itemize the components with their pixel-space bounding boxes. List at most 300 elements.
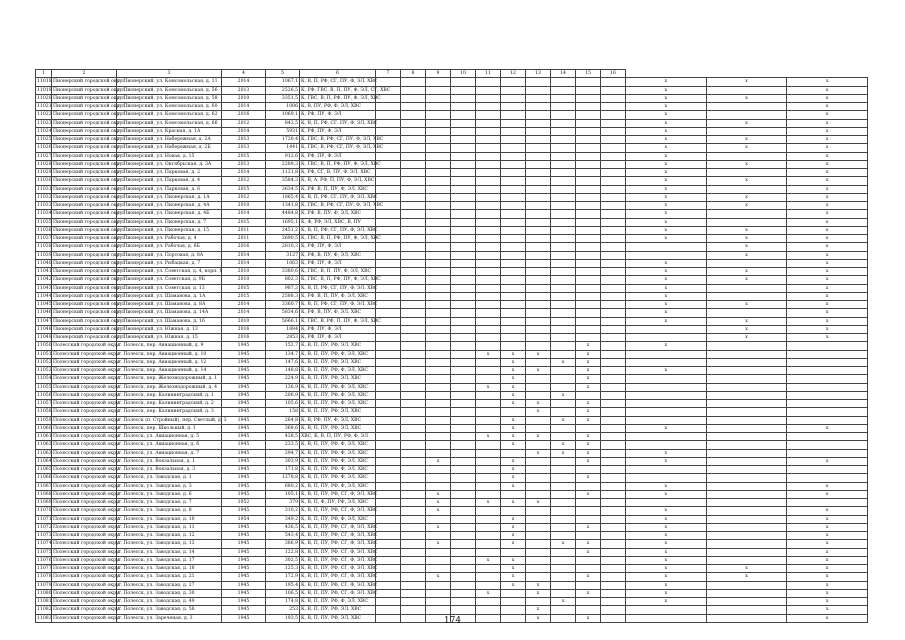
mark-cell: x bbox=[787, 284, 868, 292]
district-cell: Пионерский городской округ bbox=[53, 161, 125, 167]
work-types-cell: К, В, П, ПУ, РФ, ЭЛ, ХВС bbox=[300, 606, 376, 614]
mark-cell bbox=[451, 160, 476, 168]
mark-cell bbox=[501, 185, 526, 193]
mark-cell: x bbox=[787, 94, 868, 102]
district-cell: Полесский городской округ bbox=[53, 343, 122, 349]
mark-cell: x bbox=[626, 367, 707, 375]
address-cell: г. Полесск, пер. Железнодорожный, д. 4 bbox=[117, 383, 222, 391]
area-cell: 2451,2 bbox=[266, 226, 300, 234]
mark-cell bbox=[526, 565, 551, 573]
row-number-cell: 11053 bbox=[37, 368, 52, 374]
mark-cell bbox=[451, 375, 476, 383]
mark-cell bbox=[787, 375, 868, 383]
mark-cell bbox=[706, 449, 787, 457]
area-cell: 5666,1 bbox=[266, 317, 300, 325]
mark-cell bbox=[476, 235, 501, 243]
mark-cell bbox=[476, 342, 501, 350]
mark-cell bbox=[576, 111, 601, 119]
mark-cell bbox=[476, 152, 501, 160]
mark-cell bbox=[526, 226, 551, 234]
mark-cell bbox=[601, 251, 626, 259]
district-cell: Полесский городской округ bbox=[53, 541, 122, 547]
empty-cell bbox=[401, 507, 426, 515]
mark-cell bbox=[551, 367, 576, 375]
mark-cell bbox=[501, 226, 526, 234]
mark-cell bbox=[526, 515, 551, 523]
mark-cell: x bbox=[706, 276, 787, 284]
mark-cell bbox=[706, 433, 787, 441]
mark-cell bbox=[601, 532, 626, 540]
mark-cell bbox=[476, 507, 501, 515]
address-cell: г. Полесск, ул. Заводская, д. 21 bbox=[117, 573, 222, 581]
area-cell: 912,6 bbox=[266, 152, 300, 160]
mark-cell bbox=[601, 177, 626, 185]
mark-cell bbox=[626, 466, 707, 474]
mark-cell: x bbox=[626, 127, 707, 135]
mark-cell: x bbox=[626, 226, 707, 234]
row-number-cell: 11041 bbox=[37, 269, 52, 275]
empty-cell bbox=[376, 350, 401, 358]
mark-cell bbox=[551, 111, 576, 119]
year-cell: 2013 bbox=[222, 144, 266, 152]
mark-cell: x bbox=[426, 523, 451, 531]
mark-cell bbox=[706, 292, 787, 300]
mark-cell bbox=[576, 499, 601, 507]
area-cell: 310,2 bbox=[266, 507, 300, 515]
mark-cell: x bbox=[576, 367, 601, 375]
district-cell: Пионерский городской округ bbox=[53, 285, 125, 291]
empty-cell bbox=[401, 556, 426, 564]
table-row bbox=[36, 375, 868, 383]
mark-cell bbox=[626, 499, 707, 507]
mark-cell: x bbox=[787, 259, 868, 267]
mark-cell bbox=[476, 474, 501, 482]
row-number-cell: 11070 bbox=[37, 508, 52, 514]
address-cell: г. Пионерский, ул. Шаманова, д. 14А bbox=[117, 309, 222, 317]
row-number-cell: 11044 bbox=[37, 293, 52, 299]
mark-cell bbox=[576, 532, 601, 540]
mark-cell bbox=[526, 202, 551, 210]
empty-cell bbox=[401, 548, 426, 556]
mark-cell bbox=[787, 383, 868, 391]
mark-cell bbox=[426, 202, 451, 210]
work-types-cell: К, РФ, В, П, ПУ, Ф, ЭЛ, ХВС bbox=[300, 292, 376, 300]
mark-cell: x bbox=[626, 160, 707, 168]
empty-cell bbox=[401, 144, 426, 152]
row-number-cell: 11078 bbox=[37, 574, 52, 580]
mark-cell: x bbox=[626, 490, 707, 498]
empty-cell bbox=[376, 259, 401, 267]
district-cell: Пионерский городской округ bbox=[53, 302, 125, 308]
mark-cell: x bbox=[626, 169, 707, 177]
work-types-cell: К, В, П, РФ, СГ, ПУ, Ф, ЭЛ, ХВС bbox=[301, 194, 378, 200]
year-cell: 1945 bbox=[222, 556, 266, 564]
housing-register-table bbox=[35, 69, 868, 623]
district-cell: Пионерский городской округ bbox=[53, 153, 125, 159]
year-cell: 1945 bbox=[222, 548, 266, 556]
address-cell: г. Пионерский, ул. Портовая, д. 8А bbox=[117, 251, 222, 259]
mark-cell bbox=[501, 342, 526, 350]
area-cell: 206,9 bbox=[266, 391, 300, 399]
empty-cell bbox=[401, 457, 426, 465]
mark-cell bbox=[476, 218, 501, 226]
mark-cell bbox=[576, 243, 601, 251]
mark-cell bbox=[626, 408, 707, 416]
district-cell: Полесский городской округ bbox=[53, 491, 122, 497]
area-cell: 171,8 bbox=[266, 466, 300, 474]
mark-cell bbox=[526, 466, 551, 474]
mark-cell bbox=[476, 565, 501, 573]
mark-cell bbox=[501, 548, 526, 556]
mark-cell bbox=[476, 523, 501, 531]
mark-cell bbox=[451, 457, 476, 465]
empty-cell bbox=[376, 375, 401, 383]
table-row bbox=[36, 202, 868, 210]
mark-cell: x bbox=[626, 136, 707, 144]
table-row bbox=[36, 408, 868, 416]
mark-cell bbox=[476, 210, 501, 218]
mark-cell: x bbox=[787, 325, 868, 333]
mark-cell: x bbox=[787, 243, 868, 251]
row-number-cell: 11036 bbox=[37, 227, 52, 233]
table-row bbox=[36, 589, 868, 597]
mark-cell bbox=[451, 276, 476, 284]
empty-cell bbox=[401, 226, 426, 234]
empty-cell bbox=[401, 474, 426, 482]
mark-cell bbox=[787, 449, 868, 457]
table-row bbox=[36, 424, 868, 432]
mark-cell bbox=[476, 268, 501, 276]
address-cell: г. Пионерский, ул. Набережная, д. 2А bbox=[117, 136, 222, 144]
mark-cell: x bbox=[576, 358, 601, 366]
mark-cell bbox=[526, 342, 551, 350]
district-cell: Пионерский городской округ bbox=[53, 194, 125, 200]
mark-cell bbox=[551, 433, 576, 441]
mark-cell: x bbox=[787, 490, 868, 498]
mark-cell bbox=[706, 540, 787, 548]
mark-cell bbox=[501, 309, 526, 317]
mark-cell bbox=[626, 433, 707, 441]
year-cell: 1945 bbox=[222, 441, 266, 449]
mark-cell bbox=[451, 251, 476, 259]
mark-cell bbox=[601, 152, 626, 160]
empty-cell bbox=[401, 589, 426, 597]
table-row bbox=[36, 259, 868, 267]
district-cell: Полесский городской округ bbox=[53, 615, 122, 621]
mark-cell bbox=[551, 235, 576, 243]
table-row bbox=[36, 169, 868, 177]
mark-cell: x bbox=[476, 589, 501, 597]
mark-cell bbox=[451, 507, 476, 515]
mark-cell bbox=[476, 78, 501, 86]
work-types-cell: К, В, ПУ, РФ, Ф, ЭЛ, ХВС bbox=[300, 103, 376, 111]
mark-cell: x bbox=[626, 152, 707, 160]
work-types-cell: К, РФ, В, ПУ, Ф, ЭЛ, ХВС bbox=[300, 309, 376, 317]
district-cell: Полесский городской округ bbox=[53, 368, 122, 374]
mark-cell bbox=[426, 251, 451, 259]
mark-cell bbox=[426, 169, 451, 177]
empty-cell bbox=[376, 169, 401, 177]
area-cell: 802,3 bbox=[266, 276, 300, 284]
row-number-cell: 11081 bbox=[37, 599, 52, 605]
mark-cell bbox=[501, 598, 526, 606]
mark-cell bbox=[601, 218, 626, 226]
mark-cell bbox=[476, 284, 501, 292]
mark-cell: x bbox=[576, 342, 601, 350]
mark-cell bbox=[551, 606, 576, 614]
mark-cell bbox=[706, 210, 787, 218]
year-cell: 1945 bbox=[222, 540, 266, 548]
area-cell: 1278,8 bbox=[266, 474, 300, 482]
mark-cell bbox=[501, 127, 526, 135]
mark-cell bbox=[476, 119, 501, 127]
address-cell: г. Полесск, ул. Вокзальная, д. 3 bbox=[117, 466, 222, 474]
empty-cell bbox=[401, 606, 426, 614]
mark-cell: x bbox=[576, 416, 601, 424]
table-row bbox=[36, 383, 868, 391]
mark-cell bbox=[451, 383, 476, 391]
area-cell: 5931 bbox=[266, 127, 300, 135]
mark-cell bbox=[451, 202, 476, 210]
area-cell: 438,5 bbox=[266, 433, 300, 441]
mark-cell bbox=[706, 556, 787, 564]
table-row bbox=[36, 193, 868, 201]
mark-cell bbox=[426, 218, 451, 226]
mark-cell bbox=[576, 565, 601, 573]
mark-cell: x bbox=[501, 515, 526, 523]
empty-cell bbox=[376, 226, 401, 234]
district-cell: Полесский городской округ bbox=[53, 549, 122, 555]
area-cell: 349,2 bbox=[266, 515, 300, 523]
mark-cell: x bbox=[626, 193, 707, 201]
work-types-cell: К, В, П, ПУ, РФ, СГ, Ф, ЭЛ, ХВС bbox=[301, 590, 378, 596]
address-cell: г. Полесск, ул. Заводская, д. 12 bbox=[117, 532, 222, 540]
empty-cell bbox=[376, 243, 401, 251]
mark-cell bbox=[526, 185, 551, 193]
address-cell: г. Полесск, ул. Заводская, д. 11 bbox=[117, 523, 222, 531]
mark-cell bbox=[706, 523, 787, 531]
mark-cell bbox=[451, 474, 476, 482]
mark-cell bbox=[706, 358, 787, 366]
mark-cell: x bbox=[626, 424, 707, 432]
address-cell: г. Пионерский, ул. Советская, д. 4, корп. 1 bbox=[118, 269, 223, 275]
area-cell: 2588,3 bbox=[266, 292, 300, 300]
district-cell: Пионерский городской округ bbox=[53, 145, 125, 151]
address-cell: г. Полесск, пер. Железнодорожный, д. 1 bbox=[117, 375, 222, 383]
mark-cell: x bbox=[426, 540, 451, 548]
mark-cell: x bbox=[787, 111, 868, 119]
mark-cell bbox=[551, 301, 576, 309]
mark-cell bbox=[526, 127, 551, 135]
work-types-cell: К, В, П, ПУ, РФ, ЭЛ, ХВС bbox=[300, 408, 376, 416]
mark-cell bbox=[501, 317, 526, 325]
mark-cell bbox=[451, 218, 476, 226]
mark-cell bbox=[451, 243, 476, 251]
row-number-cell: 11073 bbox=[37, 533, 52, 539]
area-cell: 1006 bbox=[266, 103, 300, 111]
mark-cell bbox=[551, 160, 576, 168]
mark-cell bbox=[626, 358, 707, 366]
mark-cell: x bbox=[787, 210, 868, 218]
work-types-cell: К, В, П, ПУ, РФ, ЭЛ, ХВС bbox=[300, 614, 376, 622]
row-number-cell: 11018 bbox=[37, 79, 52, 85]
mark-cell bbox=[601, 210, 626, 218]
mark-cell: x bbox=[787, 218, 868, 226]
empty-cell bbox=[376, 474, 401, 482]
district-cell: Полесский городской округ bbox=[53, 557, 122, 563]
year-cell: 1945 bbox=[222, 391, 266, 399]
mark-cell bbox=[526, 243, 551, 251]
mark-cell: x bbox=[787, 334, 868, 342]
mark-cell bbox=[426, 556, 451, 564]
mark-cell: x bbox=[787, 598, 868, 606]
mark-cell bbox=[551, 556, 576, 564]
mark-cell: x bbox=[576, 490, 601, 498]
year-cell: 2014 bbox=[222, 301, 266, 309]
table-row bbox=[36, 136, 868, 144]
mark-cell bbox=[551, 94, 576, 102]
table-row bbox=[36, 433, 868, 441]
empty-cell bbox=[401, 152, 426, 160]
year-cell: 2016 bbox=[222, 111, 266, 119]
address-cell: г. Полесск, ул. Заводская, д. 3 bbox=[117, 482, 222, 490]
mark-cell bbox=[426, 532, 451, 540]
mark-cell bbox=[426, 86, 451, 94]
mark-cell bbox=[476, 292, 501, 300]
mark-cell bbox=[706, 499, 787, 507]
mark-cell: x bbox=[787, 581, 868, 589]
district-cell: Пионерский городской округ bbox=[53, 211, 125, 217]
mark-cell bbox=[706, 309, 787, 317]
mark-cell bbox=[787, 499, 868, 507]
mark-cell: x bbox=[501, 375, 526, 383]
mark-cell bbox=[451, 499, 476, 507]
mark-cell bbox=[426, 408, 451, 416]
address-cell: г. Пионерский, ул. Пионерская, д. 4Б bbox=[117, 210, 222, 218]
address-cell: г. Полесск, ул. Заводская, д. 58 bbox=[117, 606, 222, 614]
district-cell: Пионерский городской округ bbox=[53, 112, 125, 118]
mark-cell bbox=[526, 457, 551, 465]
mark-cell bbox=[451, 325, 476, 333]
year-cell: 2015 bbox=[222, 185, 266, 193]
district-cell: Полесский городской округ bbox=[53, 425, 122, 431]
mark-cell bbox=[526, 144, 551, 152]
mark-cell bbox=[601, 292, 626, 300]
address-cell: г. Полесск, ул. Заводская, д. 30 bbox=[117, 589, 222, 597]
address-cell: г. Пионерский, ул. Парковая, д. 4 bbox=[117, 177, 222, 185]
mark-cell: x bbox=[626, 94, 707, 102]
mark-cell bbox=[601, 523, 626, 531]
area-cell: 1730,4 bbox=[266, 136, 300, 144]
mark-cell: x bbox=[576, 573, 601, 581]
mark-cell bbox=[451, 408, 476, 416]
mark-cell: x bbox=[576, 383, 601, 391]
table-row bbox=[36, 358, 868, 366]
mark-cell bbox=[476, 136, 501, 144]
mark-cell bbox=[576, 515, 601, 523]
empty-cell bbox=[401, 103, 426, 111]
area-cell: 264,8 bbox=[266, 416, 300, 424]
mark-cell bbox=[601, 350, 626, 358]
mark-cell: x bbox=[626, 78, 707, 86]
mark-cell bbox=[551, 202, 576, 210]
mark-cell bbox=[551, 119, 576, 127]
mark-cell bbox=[476, 424, 501, 432]
empty-cell bbox=[376, 515, 401, 523]
mark-cell bbox=[476, 540, 501, 548]
mark-cell: x bbox=[501, 581, 526, 589]
mark-cell bbox=[626, 391, 707, 399]
mark-cell bbox=[706, 284, 787, 292]
row-number-cell: 11067 bbox=[37, 483, 52, 489]
work-types-cell: К, В, П, ПУ, РФ, СГ, Ф, ЭЛ, ХВС bbox=[301, 533, 378, 539]
empty-cell bbox=[401, 292, 426, 300]
mark-cell bbox=[526, 251, 551, 259]
mark-cell bbox=[476, 391, 501, 399]
empty-cell bbox=[376, 606, 401, 614]
mark-cell: x bbox=[626, 276, 707, 284]
mark-cell bbox=[451, 169, 476, 177]
area-cell: 5834,6 bbox=[266, 309, 300, 317]
empty-cell bbox=[401, 202, 426, 210]
mark-cell: x bbox=[501, 474, 526, 482]
mark-cell bbox=[451, 127, 476, 135]
mark-cell: x bbox=[787, 515, 868, 523]
empty-cell bbox=[376, 78, 401, 86]
mark-cell bbox=[426, 383, 451, 391]
mark-cell bbox=[501, 490, 526, 498]
mark-cell bbox=[501, 235, 526, 243]
address-cell: г. Пионерский, ул. Комсомольская, д. 58 bbox=[117, 94, 222, 102]
mark-cell bbox=[501, 169, 526, 177]
address-cell: г. Полесск, ул. Заводская, д. 18 bbox=[117, 565, 222, 573]
mark-cell: x bbox=[626, 457, 707, 465]
district-cell: Полесский городской округ bbox=[53, 359, 122, 365]
table-row bbox=[36, 507, 868, 515]
mark-cell bbox=[476, 226, 501, 234]
area-cell: 125,3 bbox=[266, 565, 300, 573]
mark-cell bbox=[451, 367, 476, 375]
empty-cell bbox=[376, 177, 401, 185]
mark-cell bbox=[787, 391, 868, 399]
mark-cell bbox=[601, 103, 626, 111]
mark-cell bbox=[551, 573, 576, 581]
empty-cell bbox=[401, 276, 426, 284]
mark-cell: x bbox=[626, 515, 707, 523]
empty-cell bbox=[401, 185, 426, 193]
table-row bbox=[36, 606, 868, 614]
area-cell: 1341,8 bbox=[266, 202, 300, 210]
area-cell: 1441 bbox=[266, 144, 300, 152]
mark-cell: x bbox=[706, 136, 787, 144]
row-number-cell: 11019 bbox=[37, 87, 52, 93]
mark-cell bbox=[551, 581, 576, 589]
row-number-cell: 11021 bbox=[37, 104, 52, 110]
district-cell: Пионерский городской округ bbox=[53, 310, 125, 316]
district-cell: Полесский городской округ bbox=[53, 409, 122, 415]
mark-cell: x bbox=[501, 565, 526, 573]
area-cell: 1884 bbox=[266, 325, 300, 333]
empty-cell bbox=[376, 581, 401, 589]
mark-cell bbox=[551, 284, 576, 292]
mark-cell bbox=[576, 169, 601, 177]
mark-cell bbox=[451, 144, 476, 152]
district-cell: Полесский городской округ bbox=[53, 516, 122, 522]
empty-cell bbox=[376, 424, 401, 432]
empty-cell bbox=[376, 301, 401, 309]
district-cell: Пионерский городской округ bbox=[53, 335, 125, 341]
mark-cell bbox=[426, 548, 451, 556]
